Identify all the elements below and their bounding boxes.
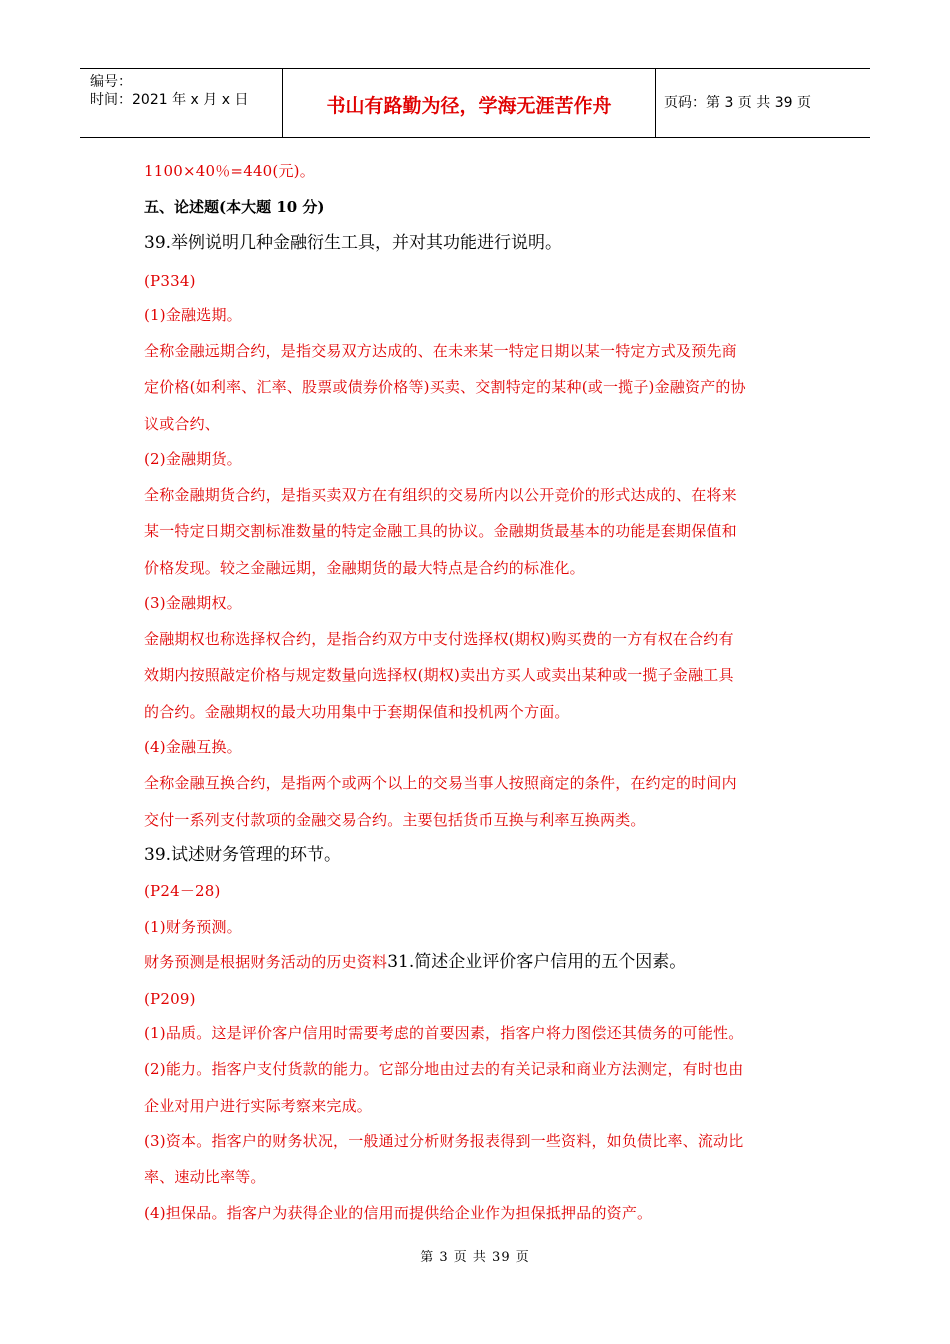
page-ref: (P24－28) xyxy=(144,882,221,900)
answer-text: 定价格(如利率、汇率、股票或债券价格等)买卖、交割特定的某种(或一揽子)金融资产的协 xyxy=(144,378,746,396)
page-footer: 第 3 页 共 39 页 xyxy=(420,1250,530,1265)
answer-item: (2)金融期货。 xyxy=(144,450,242,468)
section-heading: 五、论述题(本大题 10 分) xyxy=(144,198,325,216)
header-left-cell xyxy=(80,69,282,137)
answer-text: 企业对用户进行实际考察来完成。 xyxy=(144,1097,373,1115)
header-right-cell xyxy=(655,69,870,137)
answer-text: (4)担保品。指客户为获得企业的信用而提供给企业作为担保抵押品的资产。 xyxy=(144,1204,653,1222)
answer-text: 某一特定日期交割标准数量的特定金融工具的协议。金融期货最基本的功能是套期保值和 xyxy=(144,522,737,540)
question-31: 31.简述企业评价客户信用的五个因素。 xyxy=(387,952,687,972)
page-ref: (P209) xyxy=(144,990,196,1008)
answer-text: 价格发现。较之金融远期，金融期货的最大特点是合约的标准化。 xyxy=(144,559,585,577)
answer-text: 全称金融互换合约，是指两个或两个以上的交易当事人按照商定的条件，在约定的时间内 xyxy=(144,774,737,792)
answer-item: (1)金融选期。 xyxy=(144,306,242,324)
answer-text: 议或合约、 xyxy=(144,415,221,433)
answer-text: 交付一系列支付款项的金融交易合约。主要包括货币互换与利率互换两类。 xyxy=(144,811,646,829)
answer-text: (1)品质。这是评价客户信用时需要考虑的首要因素，指客户将力图偿还其债务的可能性。 xyxy=(144,1024,744,1042)
answer-item: (1)财务预测。 xyxy=(144,918,242,936)
answer-text: (2)能力。指客户支付货款的能力。它部分地由过去的有关记录和商业方法测定，有时也由 xyxy=(144,1060,744,1078)
header-motto: 书山有路勤为径，学海无涯苦作舟 xyxy=(326,95,612,117)
number-label: 编号： xyxy=(90,74,132,90)
answer-text: 财务预测是根据财务活动的历史资料 xyxy=(144,953,388,971)
time-label: 时间：2021 年 x 月 x 日 xyxy=(90,92,249,108)
document-header xyxy=(80,68,870,138)
answer-text: 效期内按照敲定价格与规定数量向选择权(期权)卖出方买人或卖出某种或一揽子金融工具 xyxy=(144,666,734,684)
mixed-line xyxy=(144,951,686,973)
page-ref: (P334) xyxy=(144,272,196,290)
question-39b: 39.试述财务管理的环节。 xyxy=(144,845,342,865)
page-info: 页码：第 3 页 共 39 页 xyxy=(664,95,811,111)
answer-text: 率、速动比率等。 xyxy=(144,1168,266,1186)
answer-item: (4)金融互换。 xyxy=(144,738,242,756)
header-center-cell xyxy=(282,69,656,137)
calc-result: 1100×40％=440(元)。 xyxy=(144,162,315,180)
answer-text: 全称金融期货合约，是指买卖双方在有组织的交易所内以公开竞价的形式达成的、在将来 xyxy=(144,486,737,504)
question-39: 39.举例说明几种金融衍生工具，并对其功能进行说明。 xyxy=(144,233,563,253)
answer-item: (3)金融期权。 xyxy=(144,594,242,612)
answer-text: 金融期权也称选择权合约，是指合约双方中支付选择权(期权)购买费的一方有权在合约有 xyxy=(144,630,734,648)
answer-text: 的合约。金融期权的最大功用集中于套期保值和投机两个方面。 xyxy=(144,703,570,721)
answer-text: 全称金融远期合约，是指交易双方达成的、在未来某一特定日期以某一特定方式及预先商 xyxy=(144,342,737,360)
answer-text: (3)资本。指客户的财务状况，一般通过分析财务报表得到一些资料，如负债比率、流动比 xyxy=(144,1132,744,1150)
